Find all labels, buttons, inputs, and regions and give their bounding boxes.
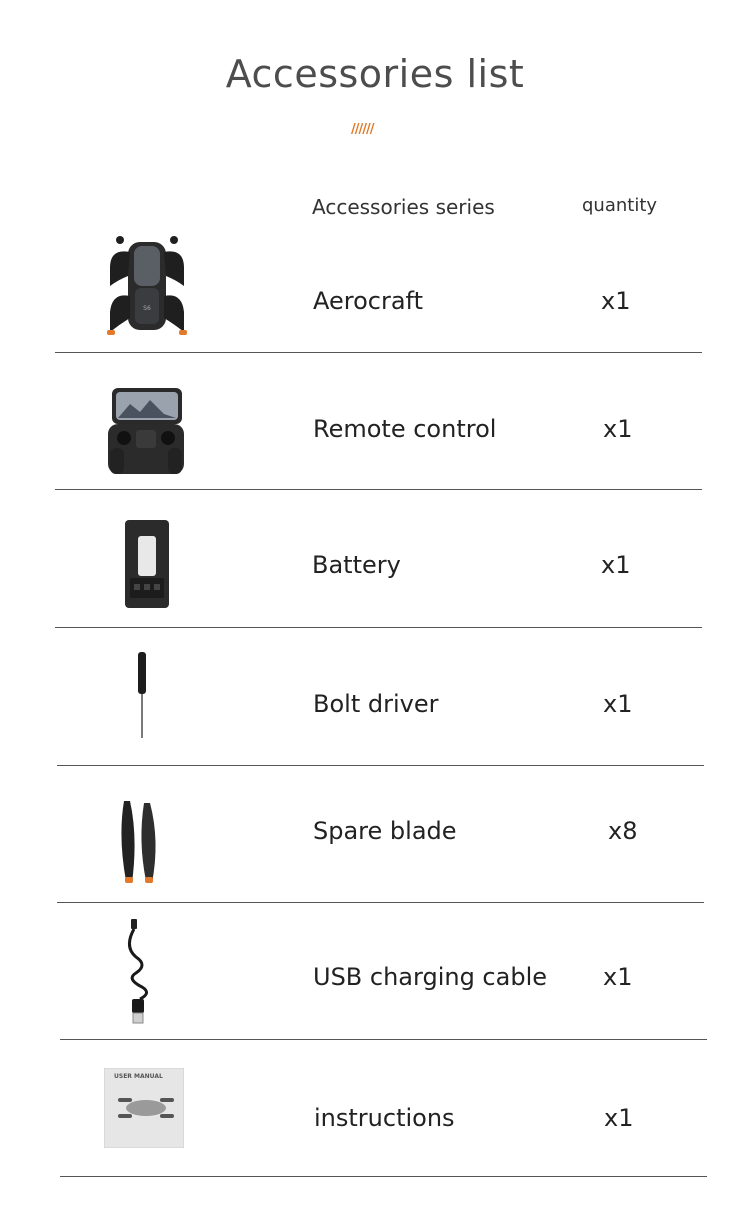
item-qty-instructions: x1 xyxy=(604,1104,634,1132)
column-header-quantity: quantity xyxy=(582,195,658,216)
row-divider xyxy=(57,902,704,903)
drone-icon xyxy=(104,232,190,340)
usb-cable-icon xyxy=(118,917,162,1027)
item-qty-usb-cable: x1 xyxy=(603,963,633,991)
item-name-usb-cable: USB charging cable xyxy=(313,963,547,991)
title-decoration: ////// xyxy=(351,122,374,137)
item-name-remote-control: Remote control xyxy=(313,415,497,443)
item-name-battery: Battery xyxy=(312,551,401,579)
column-header-series: Accessories series xyxy=(312,195,495,219)
item-name-instructions: instructions xyxy=(314,1104,455,1132)
item-qty-spare-blade: x8 xyxy=(608,817,638,845)
propeller-icon xyxy=(116,797,162,887)
row-divider xyxy=(55,627,702,628)
item-name-aerocraft: Aerocraft xyxy=(313,287,423,315)
page-title: Accessories list xyxy=(225,52,525,96)
item-qty-bolt-driver: x1 xyxy=(603,690,633,718)
row-divider xyxy=(55,352,702,353)
row-divider xyxy=(60,1176,707,1177)
item-qty-battery: x1 xyxy=(601,551,631,579)
battery-icon xyxy=(124,518,170,610)
item-qty-aerocraft: x1 xyxy=(601,287,631,315)
item-qty-remote-control: x1 xyxy=(603,415,633,443)
item-name-spare-blade: Spare blade xyxy=(313,817,457,845)
row-divider xyxy=(57,765,704,766)
manual-label: USER MANUAL xyxy=(114,1073,163,1080)
row-divider xyxy=(60,1039,707,1040)
manual-icon xyxy=(104,1068,184,1148)
item-name-bolt-driver: Bolt driver xyxy=(313,690,439,718)
row-divider xyxy=(55,489,702,490)
drone-label: S6 xyxy=(143,305,151,312)
remote-control-icon xyxy=(106,386,186,476)
screwdriver-icon xyxy=(136,652,148,740)
